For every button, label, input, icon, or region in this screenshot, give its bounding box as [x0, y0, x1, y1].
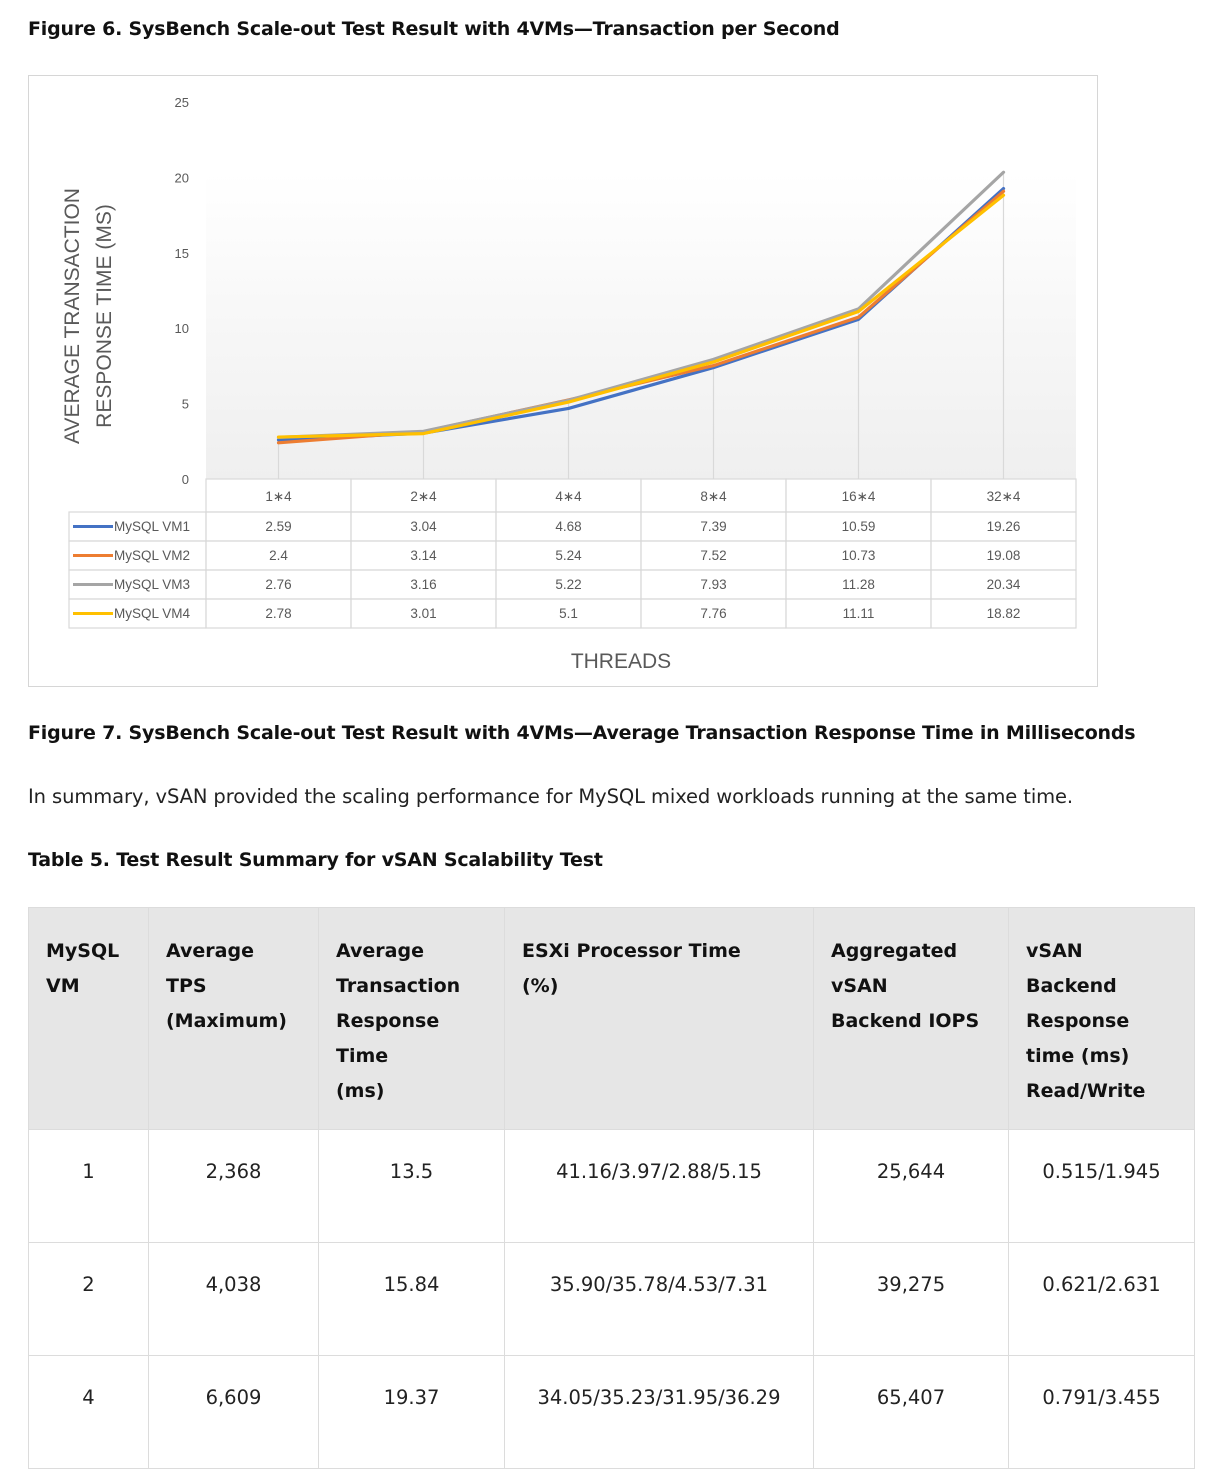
data-label: 3.14	[410, 548, 437, 563]
column-header-line: Read/Write	[1026, 1080, 1146, 1102]
column-header-line: MySQL	[46, 940, 120, 962]
data-label: 18.82	[986, 606, 1021, 621]
column-header-line: TPS	[166, 975, 207, 997]
column-header-line: Aggregated	[831, 940, 958, 962]
y-tick-label: 25	[174, 95, 189, 110]
y-axis-label-line-2: RESPONSE TIME (MS)	[93, 204, 116, 428]
table-5-caption: Table 5. Test Result Summary for vSAN Scalability Test	[28, 849, 603, 871]
data-label: 19.26	[986, 519, 1021, 534]
data-label: 11.11	[842, 606, 875, 621]
x-tick-label: 16∗4	[841, 489, 876, 504]
table-row	[29, 1356, 1195, 1469]
data-label: 7.52	[700, 548, 727, 563]
y-tick-label: 0	[181, 472, 189, 487]
column-header-line: Backend IOPS	[831, 1010, 980, 1032]
column-header	[319, 908, 505, 1130]
summary-paragraph: In summary, vSAN provided the scaling performance for MySQL mixed workloads running at the same time.	[28, 785, 1074, 808]
table-cell: 15.84	[319, 1243, 505, 1356]
data-label: 7.39	[700, 519, 727, 534]
legend-label: MySQL VM2	[114, 548, 191, 563]
table-cell: 6,609	[149, 1356, 319, 1469]
table-cell: 4,038	[149, 1243, 319, 1356]
data-label: 2.76	[265, 577, 292, 592]
x-tick-label: 8∗4	[700, 489, 727, 504]
x-tick-label: 4∗4	[555, 489, 582, 504]
column-header	[505, 908, 814, 1130]
table-cell: 0.515/1.945	[1009, 1130, 1195, 1243]
table-cell: 2,368	[149, 1130, 319, 1243]
legend-label: MySQL VM4	[114, 606, 191, 621]
scalability-summary-table	[28, 907, 1195, 1469]
table-cell: 41.16/3.97/2.88/5.15	[505, 1130, 814, 1243]
column-header	[29, 908, 149, 1130]
legend-label: MySQL VM3	[114, 577, 191, 592]
response-time-chart	[28, 75, 1098, 687]
column-header-line: Average	[336, 940, 424, 962]
table-cell: 19.37	[319, 1356, 505, 1469]
table-row	[29, 1130, 1195, 1243]
table-cell: 65,407	[814, 1356, 1009, 1469]
table-header-row	[29, 908, 1195, 1130]
data-label: 19.08	[986, 548, 1021, 563]
y-tick-label: 15	[174, 245, 189, 261]
table-cell: 39,275	[814, 1243, 1009, 1356]
x-tick-label: 32∗4	[986, 489, 1021, 504]
data-label: 11.28	[842, 577, 875, 592]
data-label: 3.01	[410, 606, 437, 621]
table-cell: 0.791/3.455	[1009, 1356, 1195, 1469]
data-label: 7.76	[700, 606, 727, 621]
data-label: 10.59	[841, 519, 876, 534]
table-cell: 0.621/2.631	[1009, 1243, 1195, 1356]
data-label: 7.93	[700, 577, 727, 592]
y-tick-label: 10	[174, 321, 189, 337]
legend-label: MySQL VM1	[114, 519, 191, 534]
column-header-line: Response	[336, 1010, 440, 1032]
table-cell: 35.90/35.78/4.53/7.31	[505, 1243, 814, 1356]
x-axis-label: THREADS	[570, 650, 672, 673]
column-header	[1009, 908, 1195, 1130]
data-label: 2.78	[265, 606, 292, 621]
column-header-line: (ms)	[336, 1080, 385, 1102]
table-cell: 2	[29, 1243, 149, 1356]
x-tick-label: 1∗4	[265, 489, 292, 504]
table-row	[29, 1243, 1195, 1356]
x-tick-label: 2∗4	[410, 489, 437, 504]
column-header-line: (%)	[522, 975, 559, 997]
y-tick-label: 20	[174, 170, 189, 186]
column-header-line: vSAN	[831, 975, 888, 997]
data-label: 3.04	[410, 519, 437, 534]
column-header-line: (Maximum)	[166, 1010, 287, 1032]
column-header	[814, 908, 1009, 1130]
plot-area	[206, 172, 1076, 479]
column-header-line: time (ms)	[1026, 1045, 1130, 1067]
data-label: 4.68	[555, 519, 582, 534]
data-label: 5.22	[555, 577, 582, 592]
y-tick-label: 5	[181, 396, 189, 412]
figure-7-caption: Figure 7. SysBench Scale-out Test Result with 4VMs—Average Transaction Response Time in Milliseconds	[28, 722, 1136, 744]
column-header-line: vSAN	[1026, 940, 1083, 962]
column-header-line: Response	[1026, 1010, 1130, 1032]
figure-6-caption: Figure 6. SysBench Scale-out Test Result with 4VMs—Transaction per Second	[28, 18, 840, 40]
column-header-line: Average	[166, 940, 254, 962]
data-label: 20.34	[986, 577, 1021, 592]
table-cell: 4	[29, 1356, 149, 1469]
data-label: 3.16	[410, 577, 437, 592]
table-cell: 34.05/35.23/31.95/36.29	[505, 1356, 814, 1469]
y-axis-label-line-1: AVERAGE TRANSACTION	[61, 188, 84, 444]
table-cell: 13.5	[319, 1130, 505, 1243]
table-cell: 1	[29, 1130, 149, 1243]
data-label: 5.1	[559, 606, 578, 621]
column-header-line: Transaction	[336, 975, 461, 997]
chart-canvas	[29, 76, 1099, 688]
column-header-line: Backend	[1026, 975, 1117, 997]
column-header-line: VM	[46, 975, 80, 997]
column-header-line: ESXi Processor Time	[522, 940, 741, 962]
data-label: 10.73	[841, 548, 876, 563]
data-label: 2.4	[269, 548, 288, 563]
data-label: 5.24	[555, 548, 582, 563]
column-header	[149, 908, 319, 1130]
data-label: 2.59	[265, 519, 292, 534]
column-header-line: Time	[336, 1045, 389, 1067]
table-cell: 25,644	[814, 1130, 1009, 1243]
